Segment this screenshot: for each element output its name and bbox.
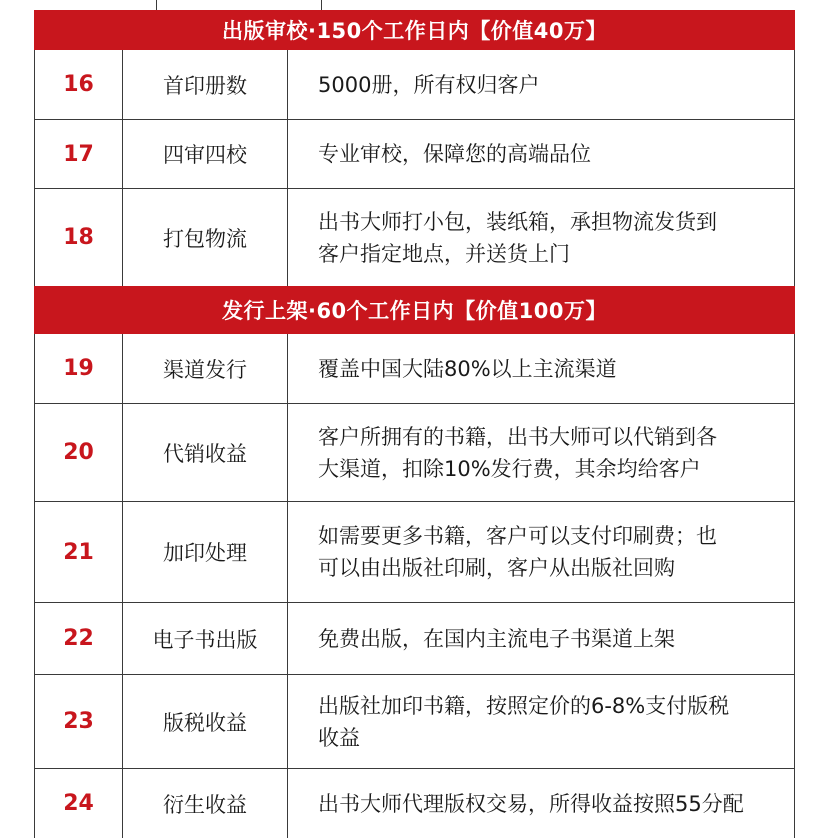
row-number: 21	[34, 502, 122, 602]
row-description: 如需要更多书籍，客户可以支付印刷费；也 可以由出版社印刷，客户从出版社回购	[288, 502, 795, 602]
row-number: 22	[34, 603, 122, 674]
row-description: 5000册，所有权归客户	[288, 50, 795, 119]
row-description: 客户所拥有的书籍，出书大师可以代销到各 大渠道，扣除10%发行费，其余均给客户	[288, 404, 795, 501]
table-row	[34, 404, 795, 502]
row-item-name: 版税收益	[122, 675, 288, 768]
row-description: 覆盖中国大陆80%以上主流渠道	[288, 334, 795, 403]
row-description: 专业审校，保障您的高端品位	[288, 120, 795, 188]
row-number: 18	[34, 189, 122, 286]
section-title: 发行上架·60个工作日内【价值100万】	[221, 299, 608, 323]
table-row	[34, 675, 795, 769]
table-row	[34, 50, 795, 120]
row-item-name: 电子书出版	[122, 603, 288, 674]
table-row	[34, 189, 795, 286]
row-description: 出版社加印书籍，按照定价的6-8%支付版税 收益	[288, 675, 795, 768]
section-title: 出版审校·150个工作日内【价值40万】	[221, 19, 608, 43]
row-item-name: 加印处理	[122, 502, 288, 602]
row-description: 出书大师代理版权交易，所得收益按照55分配	[288, 769, 795, 838]
table-row	[34, 603, 795, 675]
table-row	[34, 769, 795, 838]
table-top-column-lines	[156, 0, 322, 10]
table-row	[34, 120, 795, 189]
section-header-distribution	[34, 286, 795, 334]
table-row	[34, 334, 795, 404]
row-item-name: 四审四校	[122, 120, 288, 188]
row-number: 24	[34, 769, 122, 838]
row-description: 免费出版，在国内主流电子书渠道上架	[288, 603, 795, 674]
row-number: 23	[34, 675, 122, 768]
row-item-name: 代销收益	[122, 404, 288, 501]
row-item-name: 打包物流	[122, 189, 288, 286]
row-number: 16	[34, 50, 122, 119]
row-item-name: 首印册数	[122, 50, 288, 119]
row-number: 17	[34, 120, 122, 188]
row-number: 20	[34, 404, 122, 501]
row-number: 19	[34, 334, 122, 403]
section-header-publishing	[34, 10, 795, 50]
row-item-name: 衍生收益	[122, 769, 288, 838]
row-item-name: 渠道发行	[122, 334, 288, 403]
table-row	[34, 502, 795, 603]
row-description: 出书大师打小包，装纸箱，承担物流发货到 客户指定地点，并送货上门	[288, 189, 795, 286]
